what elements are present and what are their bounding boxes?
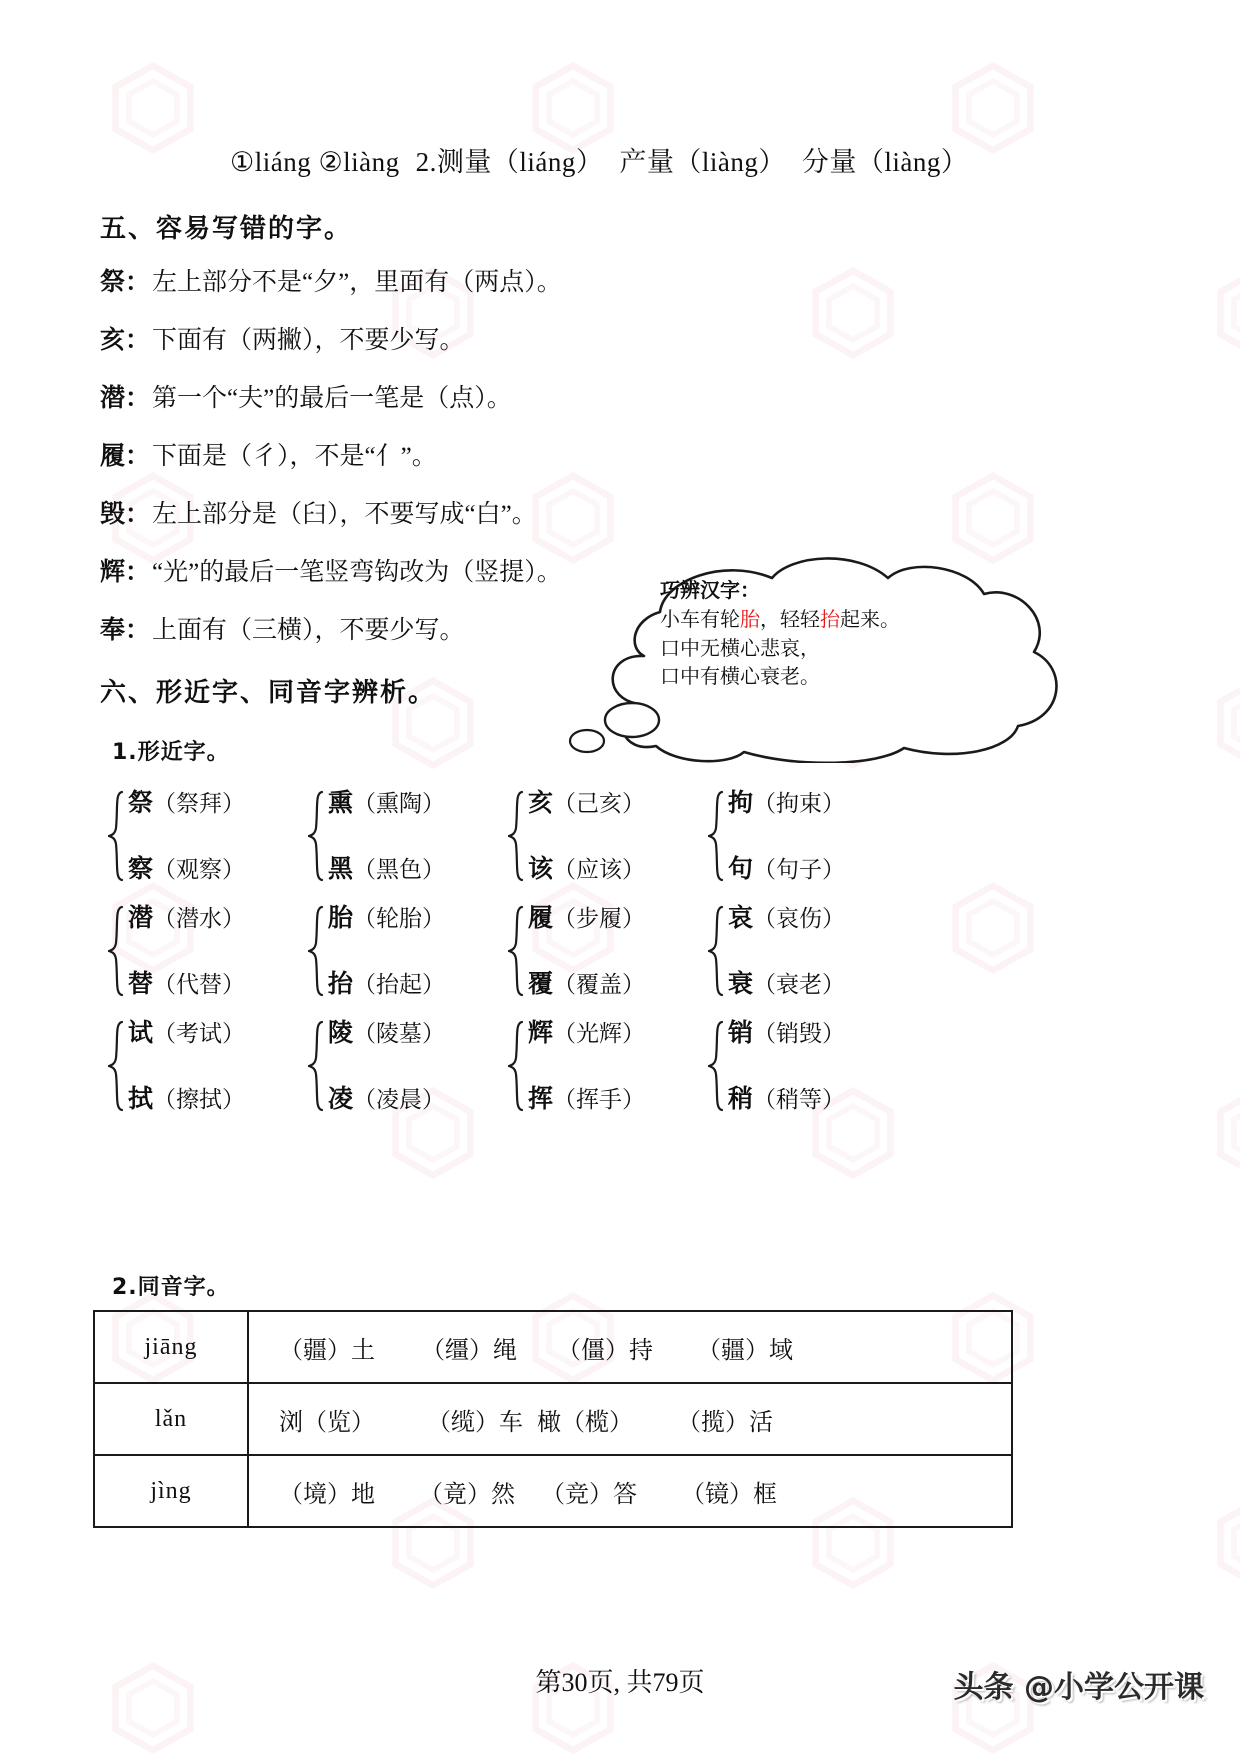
homophone-row	[94, 1455, 1012, 1527]
similar-char-grid	[108, 778, 908, 1123]
homophone-items	[279, 1474, 1010, 1509]
pair-top	[728, 1017, 846, 1047]
pair-bottom-term: （擦拭）	[153, 1086, 246, 1112]
curly-brace-icon	[508, 905, 524, 997]
pair-top	[528, 1017, 646, 1047]
pair-bottom	[328, 853, 446, 883]
similar-char-pair	[108, 893, 308, 1008]
pair-top-term: （祭拜）	[153, 790, 246, 816]
entry-char: 祭：	[100, 267, 151, 296]
homophone-item: （竟）然	[419, 1481, 515, 1508]
pair-top	[528, 787, 646, 817]
homophone-row	[94, 1383, 1012, 1455]
pair-words	[728, 787, 846, 883]
pair-bottom-char: 衰	[728, 968, 754, 998]
entry-explanation: 下面是（彳），不是“亻”。	[152, 443, 437, 470]
curly-brace-icon	[508, 790, 524, 882]
pair-bottom-term: （覆盖）	[553, 971, 646, 997]
pair-bottom-term: （代替）	[153, 971, 246, 997]
pinyin-segment: ①liáng ②liàng	[230, 147, 400, 177]
bubble-highlight-tai2: 抬	[820, 609, 840, 632]
subsection-two-heading: 2.同音字。	[112, 1275, 230, 1300]
pair-top-char: 销	[728, 1017, 754, 1047]
homophone-pinyin: jiāng	[94, 1311, 248, 1383]
bubble-line1-mid: ，轻轻	[760, 609, 820, 632]
pair-top-char: 潜	[128, 902, 154, 932]
pair-words	[328, 902, 446, 998]
similar-char-row	[108, 893, 908, 1008]
pair-top	[328, 1017, 446, 1047]
bubble-title: 巧辨汉字：	[660, 578, 760, 602]
bubble-text-block	[660, 576, 1040, 692]
pair-bottom-term: （句子）	[753, 856, 846, 882]
bubble-line-3: 口中有横心衰老。	[660, 666, 820, 689]
thought-bubble-trail-small	[570, 730, 604, 752]
pair-bottom	[328, 968, 446, 998]
error-char-entry	[100, 436, 437, 472]
pair-top	[728, 787, 846, 817]
entry-char: 奉：	[100, 615, 151, 644]
pair-words	[128, 902, 246, 998]
similar-char-pair	[308, 893, 508, 1008]
pair-words	[328, 787, 446, 883]
pair-bottom-char: 句	[728, 853, 754, 883]
bubble-line-2: 口中无横心悲哀，	[660, 637, 820, 660]
pair-bottom	[728, 1083, 846, 1113]
section-five-heading: 五、容易写错的字。	[100, 214, 353, 244]
pair-top-term: （拘束）	[753, 790, 846, 816]
pair-bottom-char: 凌	[328, 1083, 354, 1113]
homophone-item: （境）地	[279, 1481, 375, 1508]
pair-bottom-term: （凌晨）	[353, 1086, 446, 1112]
pair-top-char: 履	[528, 902, 554, 932]
pair-words	[128, 787, 246, 883]
entry-explanation: 上面有（三横），不要少写。	[152, 617, 465, 644]
pair-bottom-term: （观察）	[153, 856, 246, 882]
error-char-entry	[100, 378, 512, 414]
similar-char-pair	[108, 778, 308, 893]
page-number-footer: 第30页, 共79页	[535, 1668, 705, 1697]
curly-brace-icon	[308, 905, 324, 997]
homophone-item: 橄（榄）	[537, 1409, 633, 1436]
pair-bottom-char: 替	[128, 968, 154, 998]
curly-brace-icon	[108, 905, 124, 997]
pair-top	[328, 787, 446, 817]
homophone-item: （竞）答	[541, 1481, 637, 1508]
curly-brace-icon	[108, 1020, 124, 1112]
pair-words	[728, 1017, 846, 1113]
pair-top-char: 熏	[328, 787, 354, 817]
error-char-entry	[100, 552, 562, 588]
pair-top	[128, 1017, 246, 1047]
pair-bottom	[728, 853, 846, 883]
homophone-item: （疆）域	[697, 1337, 793, 1364]
similar-char-row	[108, 778, 908, 893]
pair-bottom	[128, 968, 246, 998]
curly-brace-icon	[308, 790, 324, 882]
curly-brace-icon	[708, 790, 724, 882]
homophone-item: （僵）持	[557, 1337, 653, 1364]
similar-char-pair	[308, 1008, 508, 1123]
pair-bottom-term: （应该）	[553, 856, 646, 882]
entry-char: 亥：	[100, 325, 151, 354]
pair-top-term: （销毁）	[753, 1020, 846, 1046]
similar-char-row	[108, 1008, 908, 1123]
curly-brace-icon	[308, 1020, 324, 1112]
bubble-line-1	[660, 606, 1040, 634]
pair-bottom-char: 稍	[728, 1083, 754, 1113]
pair-bottom-term: （稍等）	[753, 1086, 846, 1112]
pinyin-answer-line	[230, 140, 984, 179]
homophone-table	[93, 1310, 1013, 1528]
pair-bottom-char: 该	[528, 853, 554, 883]
pair-top-term: （潜水）	[153, 905, 246, 931]
pair-top-term: （轮胎）	[353, 905, 446, 931]
homophone-item: （揽）活	[677, 1409, 773, 1436]
homophone-item: 浏（览）	[279, 1409, 375, 1436]
brand-watermark: 头条 @小学公开课	[953, 1670, 1204, 1705]
error-char-entry	[100, 320, 465, 356]
homophone-items	[279, 1402, 1010, 1437]
pair-top-term: （陵墓）	[353, 1020, 446, 1046]
similar-char-pair	[308, 778, 508, 893]
pair-top-char: 哀	[728, 902, 754, 932]
curly-brace-icon	[708, 905, 724, 997]
bubble-highlight-tai1: 胎	[740, 609, 760, 632]
pair-bottom-term: （挥手）	[553, 1086, 646, 1112]
pair-bottom	[128, 853, 246, 883]
entry-explanation: 下面有（两撇），不要少写。	[152, 327, 465, 354]
pair-top	[728, 902, 846, 932]
curly-brace-icon	[508, 1020, 524, 1112]
pair-words	[128, 1017, 246, 1113]
pair-bottom-char: 拭	[128, 1083, 154, 1113]
pair-bottom	[128, 1083, 246, 1113]
homophone-items-cell	[248, 1383, 1012, 1455]
similar-char-pair	[708, 778, 908, 893]
pair-words	[328, 1017, 446, 1113]
homophone-item: （缆）车	[427, 1409, 523, 1436]
thought-bubble-trail-large	[605, 703, 659, 737]
similar-char-pair	[508, 778, 708, 893]
entry-char: 履：	[100, 441, 151, 470]
homophone-item: （疆）土	[279, 1337, 375, 1364]
homophone-pinyin: jìng	[94, 1455, 248, 1527]
pair-words	[528, 902, 646, 998]
entry-explanation: 左上部分是（臼），不要写成“白”。	[152, 501, 537, 528]
error-char-entry	[100, 494, 537, 530]
similar-char-pair	[108, 1008, 308, 1123]
curly-brace-icon	[108, 790, 124, 882]
pair-bottom-char: 察	[128, 853, 154, 883]
pair-bottom-char: 黑	[328, 853, 354, 883]
pair-bottom	[528, 968, 646, 998]
pair-top	[528, 902, 646, 932]
mnemonic-thought-bubble	[548, 528, 1068, 763]
curly-brace-icon	[708, 1020, 724, 1112]
bubble-line1-post: 起来。	[840, 609, 900, 632]
pair-top-term: （熏陶）	[353, 790, 446, 816]
pair-bottom	[328, 1083, 446, 1113]
pair-top-term: （光辉）	[553, 1020, 646, 1046]
subsection-one-heading: 1.形近字。	[112, 740, 230, 765]
pair-bottom-term: （黑色）	[353, 856, 446, 882]
similar-char-pair	[708, 893, 908, 1008]
pinyin-segment: 2.测量（liáng）	[415, 147, 604, 177]
pair-top	[128, 902, 246, 932]
pair-bottom-char: 挥	[528, 1083, 554, 1113]
pair-top-char: 祭	[128, 787, 154, 817]
pair-top-term: （步履）	[553, 905, 646, 931]
pair-top-char: 试	[128, 1017, 154, 1047]
pair-words	[528, 787, 646, 883]
pair-top-term: （己亥）	[553, 790, 646, 816]
pair-bottom	[528, 853, 646, 883]
pinyin-segment: 分量（liàng）	[801, 147, 969, 177]
entry-explanation: 左上部分不是“夕”，里面有（两点）。	[152, 269, 562, 296]
entry-explanation: “光”的最后一笔竖弯钩改为（竖提）。	[152, 559, 562, 586]
entry-char: 毁：	[100, 499, 151, 528]
homophone-pinyin: lǎn	[94, 1383, 248, 1455]
homophone-items-cell	[248, 1311, 1012, 1383]
pair-bottom	[728, 968, 846, 998]
homophone-items-cell	[248, 1455, 1012, 1527]
pair-bottom-term: （衰老）	[753, 971, 846, 997]
pair-bottom	[528, 1083, 646, 1113]
pair-top	[128, 787, 246, 817]
error-char-entry	[100, 610, 465, 646]
homophone-item: （镜）框	[681, 1481, 777, 1508]
pair-bottom-term: （抬起）	[353, 971, 446, 997]
entry-explanation: 第一个“夫”的最后一笔是（点）。	[152, 385, 512, 412]
entry-char: 潜：	[100, 383, 151, 412]
homophone-items	[279, 1330, 1010, 1365]
homophone-row	[94, 1311, 1012, 1383]
bubble-line1-pre: 小车有轮	[660, 609, 740, 632]
homophone-item: （缰）绳	[421, 1337, 517, 1364]
section-six-heading: 六、形近字、同音字辨析。	[100, 678, 437, 708]
pair-bottom-char: 抬	[328, 968, 354, 998]
pair-top-char: 陵	[328, 1017, 354, 1047]
pair-bottom-char: 覆	[528, 968, 554, 998]
similar-char-pair	[508, 893, 708, 1008]
pair-top-char: 胎	[328, 902, 354, 932]
pinyin-segment: 产量（liàng）	[619, 147, 786, 177]
entry-char: 辉：	[100, 557, 151, 586]
pair-top	[328, 902, 446, 932]
pair-words	[728, 902, 846, 998]
pair-top-term: （哀伤）	[753, 905, 846, 931]
similar-char-pair	[508, 1008, 708, 1123]
pair-top-char: 拘	[728, 787, 754, 817]
pair-top-term: （考试）	[153, 1020, 246, 1046]
pair-top-char: 辉	[528, 1017, 554, 1047]
similar-char-pair	[708, 1008, 908, 1123]
pair-top-char: 亥	[528, 787, 554, 817]
error-char-entry	[100, 262, 562, 298]
pair-words	[528, 1017, 646, 1113]
